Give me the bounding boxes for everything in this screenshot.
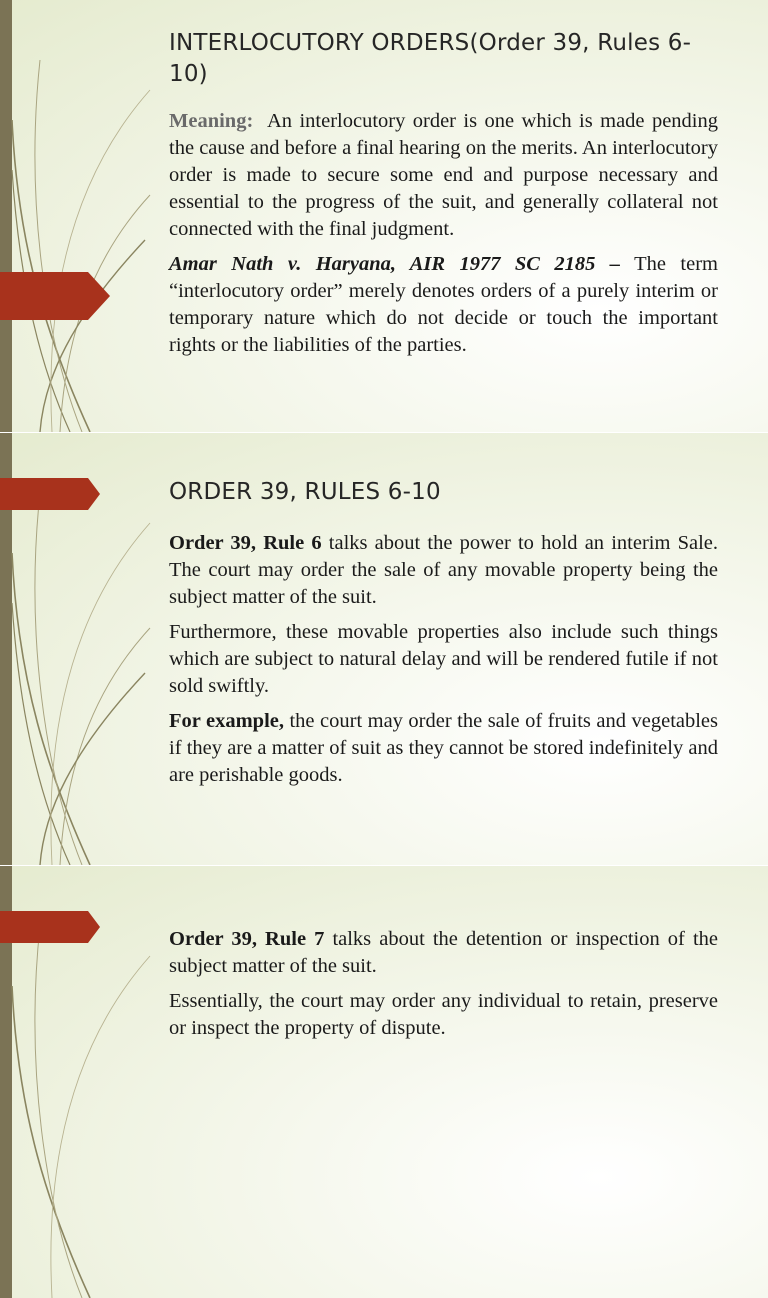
text-meaning: An interlocutory order is one which is made pending the cause and before a final hearing on the merits. An interlocutory order is made to secure some end and purpose necessary and essential to the progress of the suit, and generally collateral not connected with the final judgment. — [169, 110, 724, 240]
paragraph-rule-7 — [169, 926, 718, 980]
lead-meaning: Meaning: — [169, 110, 254, 132]
slide-1-body — [169, 108, 724, 367]
slide-2-title: ORDER 39, RULES 6-10 — [169, 479, 441, 505]
slide-3-body — [169, 926, 718, 1050]
paragraph-essentially — [169, 988, 718, 1042]
arrow-marker-3 — [0, 911, 110, 943]
paragraph-rule-6 — [169, 530, 718, 611]
text-furthermore: Furthermore, these movable properties also include such things which are subject to natural delay and will be rendered futile if not sold swiftly. — [169, 621, 718, 697]
lead-example: For example, — [169, 710, 284, 732]
paragraph-example — [169, 708, 718, 789]
slide-2 — [0, 433, 768, 865]
decorative-swirl-lines — [0, 0, 160, 432]
paragraph-meaning — [169, 108, 724, 243]
text-rule-7: talks about the detention or inspection of the subject matter of the suit. — [169, 928, 718, 977]
slide-1 — [0, 0, 768, 432]
text-example: the court may order the sale of fruits and vegetables if they are a matter of suit as they cannot be stored indefinitely and are perishable goods. — [169, 710, 719, 786]
text-essentially: Essentially, the court may order any individual to retain, preserve or inspect the property of dispute. — [169, 990, 718, 1039]
lead-rule-6: Order 39, Rule 6 — [169, 532, 322, 554]
lead-rule-7: Order 39, Rule 7 — [169, 928, 325, 950]
text-case: The term “interlocutory order” merely denotes orders of a purely interim or temporary nature which do not decide or touch the important rights or the liabilities of the parties. — [169, 253, 718, 356]
lead-case: Amar Nath v. Haryana, AIR 1977 SC 2185 – — [169, 253, 621, 275]
slide-1-title: INTERLOCUTORY ORDERS(Order 39, Rules 6-10) — [169, 30, 692, 87]
arrow-marker-2 — [0, 478, 110, 510]
paragraph-furthermore — [169, 619, 718, 700]
arrow-marker-1 — [0, 272, 110, 320]
slide-2-body — [169, 530, 718, 797]
text-rule-6: talks about the power to hold an interim Sale. The court may order the sale of any movable property being the subject matter of the suit. — [169, 532, 718, 608]
paragraph-case — [169, 251, 718, 359]
slide-3 — [0, 866, 768, 1298]
